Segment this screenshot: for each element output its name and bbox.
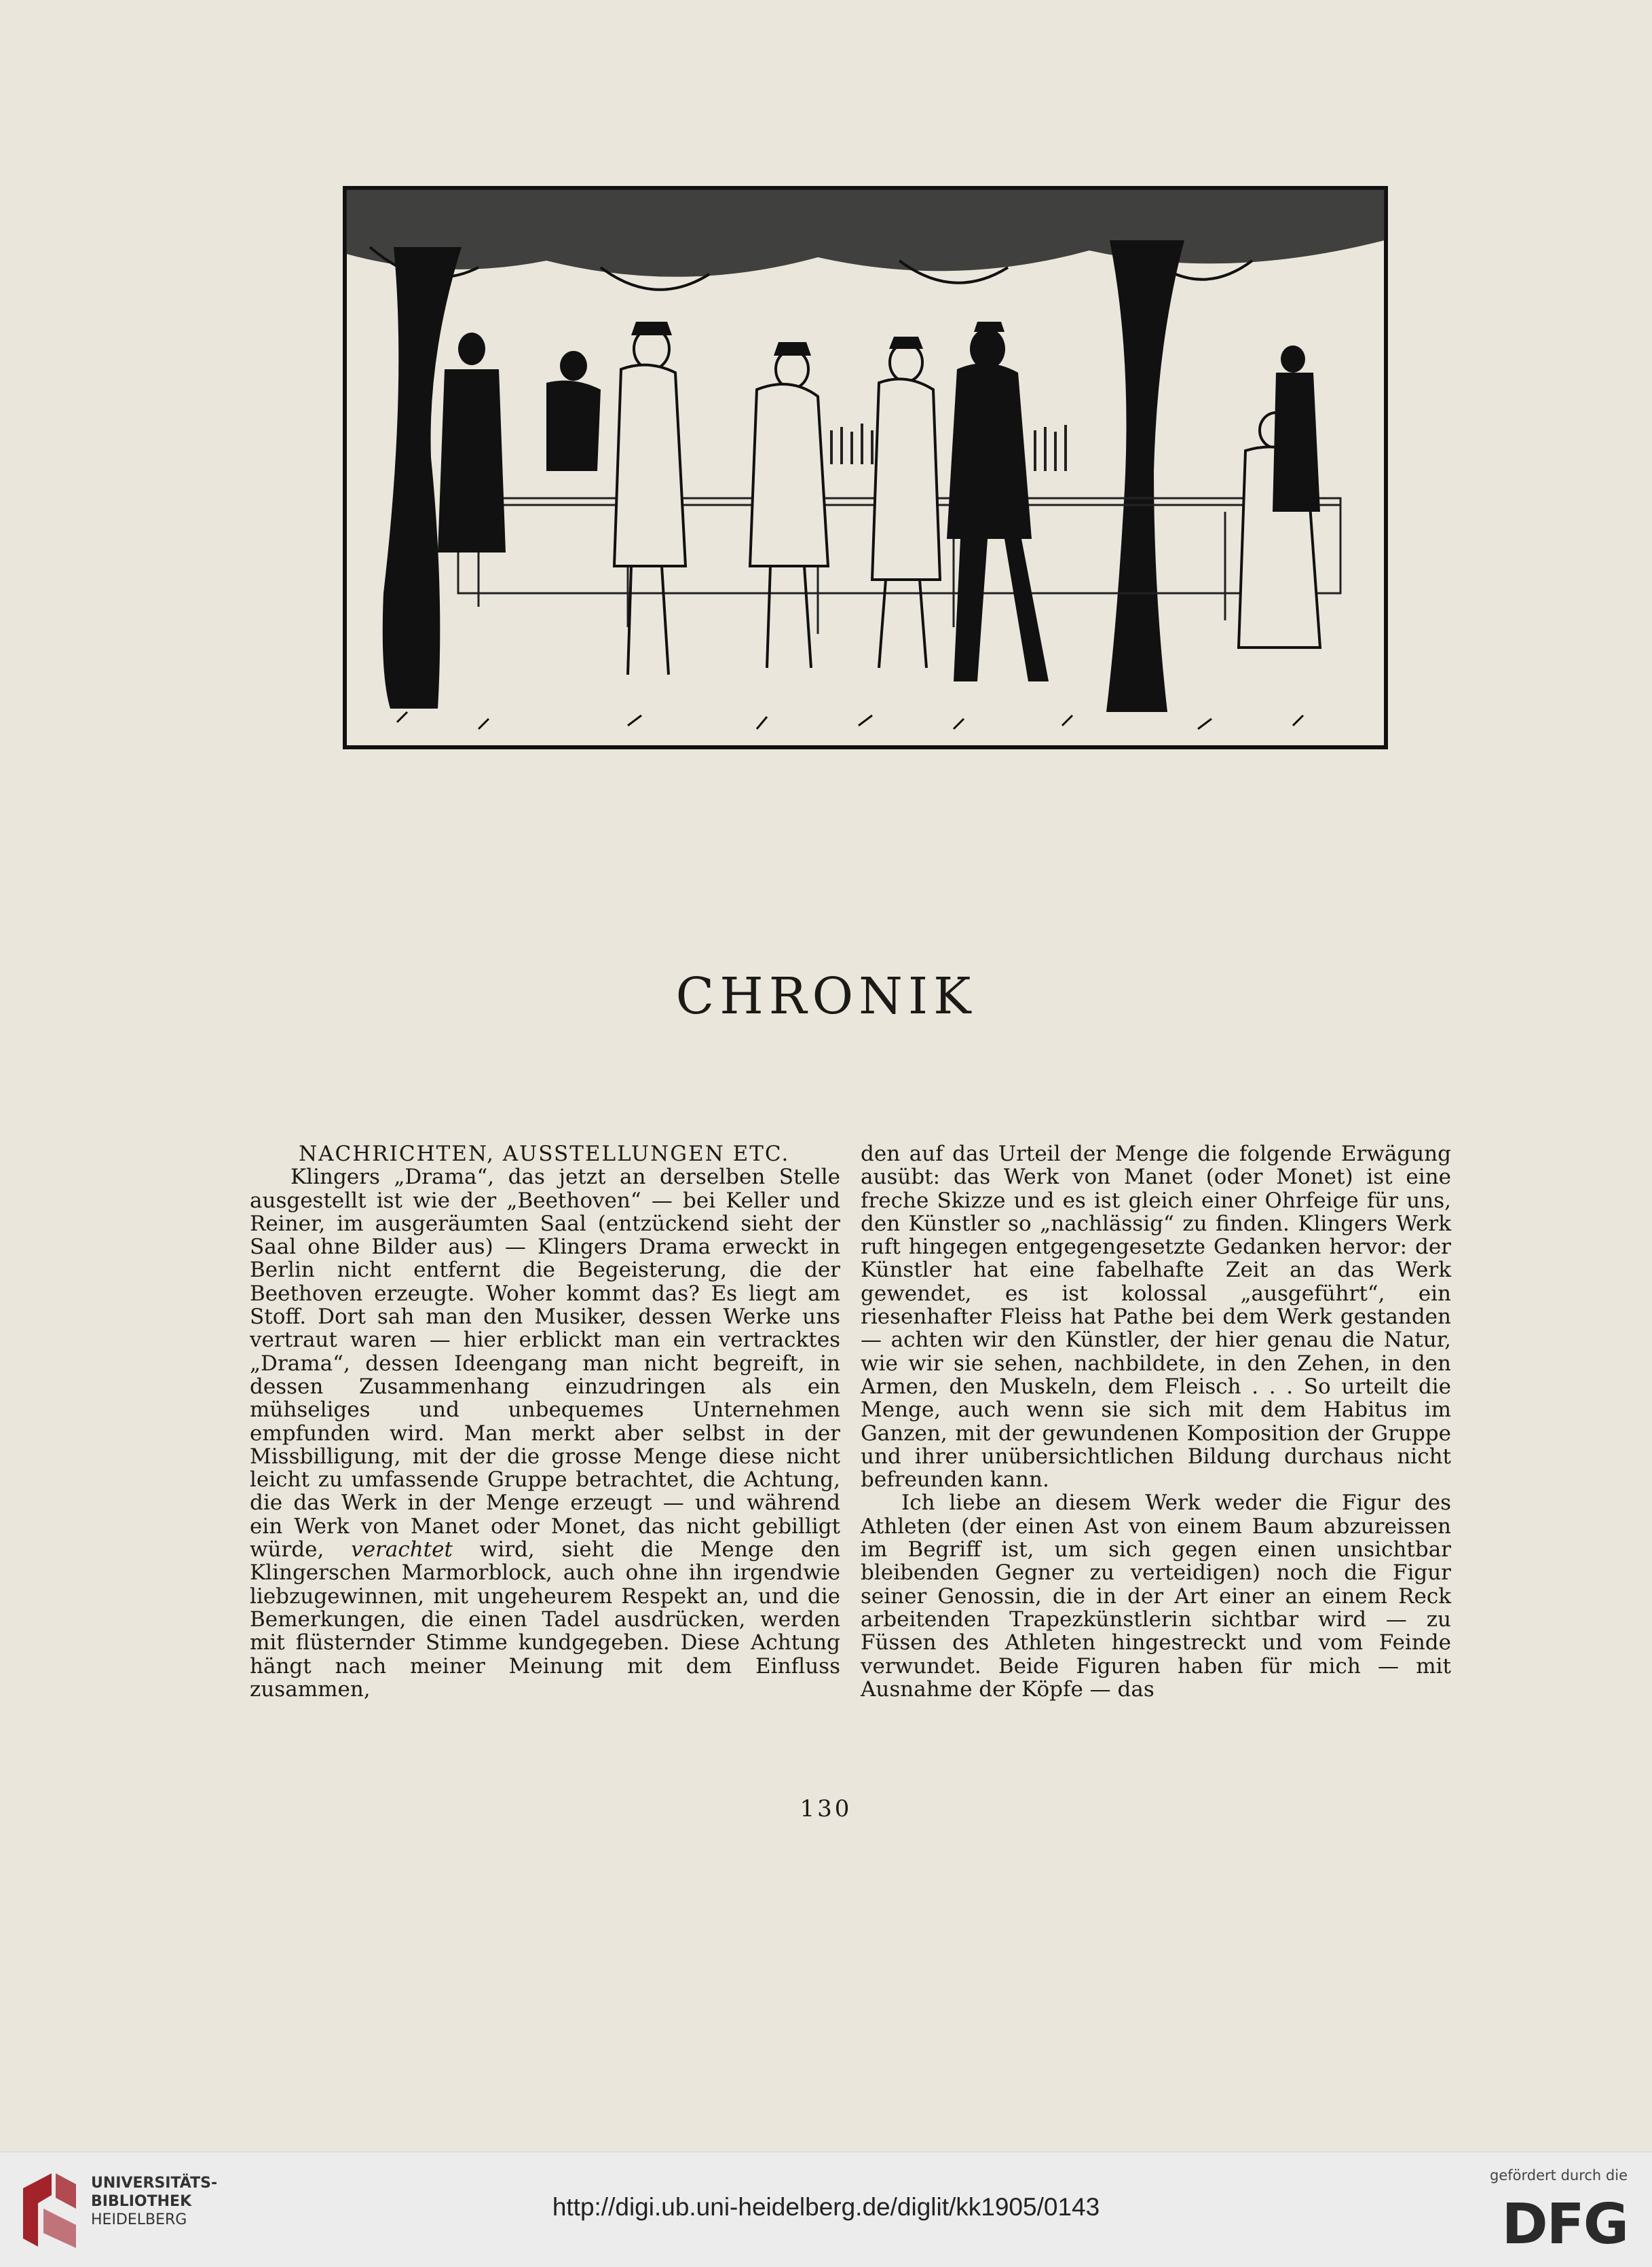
dfg-logo[interactable]: DFG bbox=[1501, 2192, 1628, 2257]
section-heading: NACHRICHTEN, AUSSTELLUNGEN ETC. bbox=[299, 1142, 790, 1166]
right-column bbox=[861, 1142, 1451, 1701]
right-paragraph-1: den auf das Urteil der Menge die folgende Erwägung ausübt: das Werk von Manet (oder Monet) ist eine freche Skizze und es ist gleich einer Ohrfeige für uns, den Künstler so „nachlässig“ zu finden. Klingers Werk ruft hingegen entgegengesetzte Gedanken hervor: der Künstler hat eine fabelhafte Zeit an das Werk gewendet, es ist kolossal „ausgeführt“, ein riesenhafter Fleiss hat Pathe bei dem Werk gestanden — achten wir den Künstler, der hier genau die Natur, wie wir sie sehen, nachbildete, in den Zehen, in den Armen, den Muskeln, dem Fleisch . . . So urteilt die Menge, auch wenn sie sich mit dem Habitus im Ganzen, mit der gewundenen Komposition der Gruppe und ihrer unübersichtlichen Bildung durchaus nicht befreunden kann. bbox=[861, 1142, 1451, 1493]
permalink-url[interactable]: http://digi.ub.uni-heidelberg.de/diglit/kk1905/0143 bbox=[552, 2193, 1100, 2221]
library-name[interactable]: UNIVERSITÄTS- BIBLIOTHEK HEIDELBERG bbox=[91, 2175, 218, 2228]
right-paragraph-2: Ich liebe an diesem Werk weder die Figur des Athleten (der einen Ast von einem Baum abzureissen im Begriff ist, um sich gegen einen unsichtbar bleibenden Gegner zu verteidigen) noch die Figur seiner Genossin, die in der Art einer an einem Reck arbeitenden Trapezkünstlerin sichtbar wird — zu Füssen des Athleten hingestreckt und vom Feinde verwundet. Beide Figuren haben für mich — mit Ausnahme der Köpfe — das bbox=[861, 1491, 1451, 1702]
illustration-drawing bbox=[343, 186, 1388, 749]
book-stall-illustration bbox=[343, 186, 1388, 749]
funder-label: gefördert durch die bbox=[1490, 2167, 1628, 2184]
left-column bbox=[250, 1142, 840, 1701]
viewer-footer bbox=[0, 2152, 1652, 2267]
page-number: 130 bbox=[800, 1795, 852, 1822]
page-title: CHRONIK bbox=[675, 967, 977, 1026]
emphasis-text: verachtet bbox=[351, 1537, 453, 1562]
left-paragraph-1: Klingers „Drama“, das jetzt an derselben Stelle ausgestellt ist wie der „Beethoven“ — bei Keller und Reiner, im ausgeräumten Saal (entzückend sieht der Saal ohne Bilder aus) — Klingers Drama erweckt in Berlin nicht entfernt die Begeisterung, die der Beethoven erzeugte. Woher kommt das? Es liegt am Stoff. Dort sah man den Musiker, dessen Werke uns vertraut waren — hier erblickt man ein vertracktes „Drama“, dessen Ideengang man nicht begreift, in dessen Zusammenhang einzudringen als ein mühseliges und unbequemes Unternehmen empfunden wird. Man merkt aber selbst in der Missbilligung, mit der die grosse Menge diese nicht leicht zu umfassende Gruppe betrachtet, die Achtung, die das Werk in der Menge erzeugt — und während ein Werk von Manet oder Monet, das nicht gebilligt würde, verachtet wird, sieht die Menge den Klingerschen Marmorblock, auch ohne ihn irgendwie liebzugewinnen, mit ungeheurem Respekt an, und die Bemerkungen, die einen Tadel ausdrücken, werden mit flüsternder Stimme kundgegeben. Diese Achtung hängt nach meiner Meinung mit dem Einfluss zusammen, bbox=[250, 1165, 841, 1702]
